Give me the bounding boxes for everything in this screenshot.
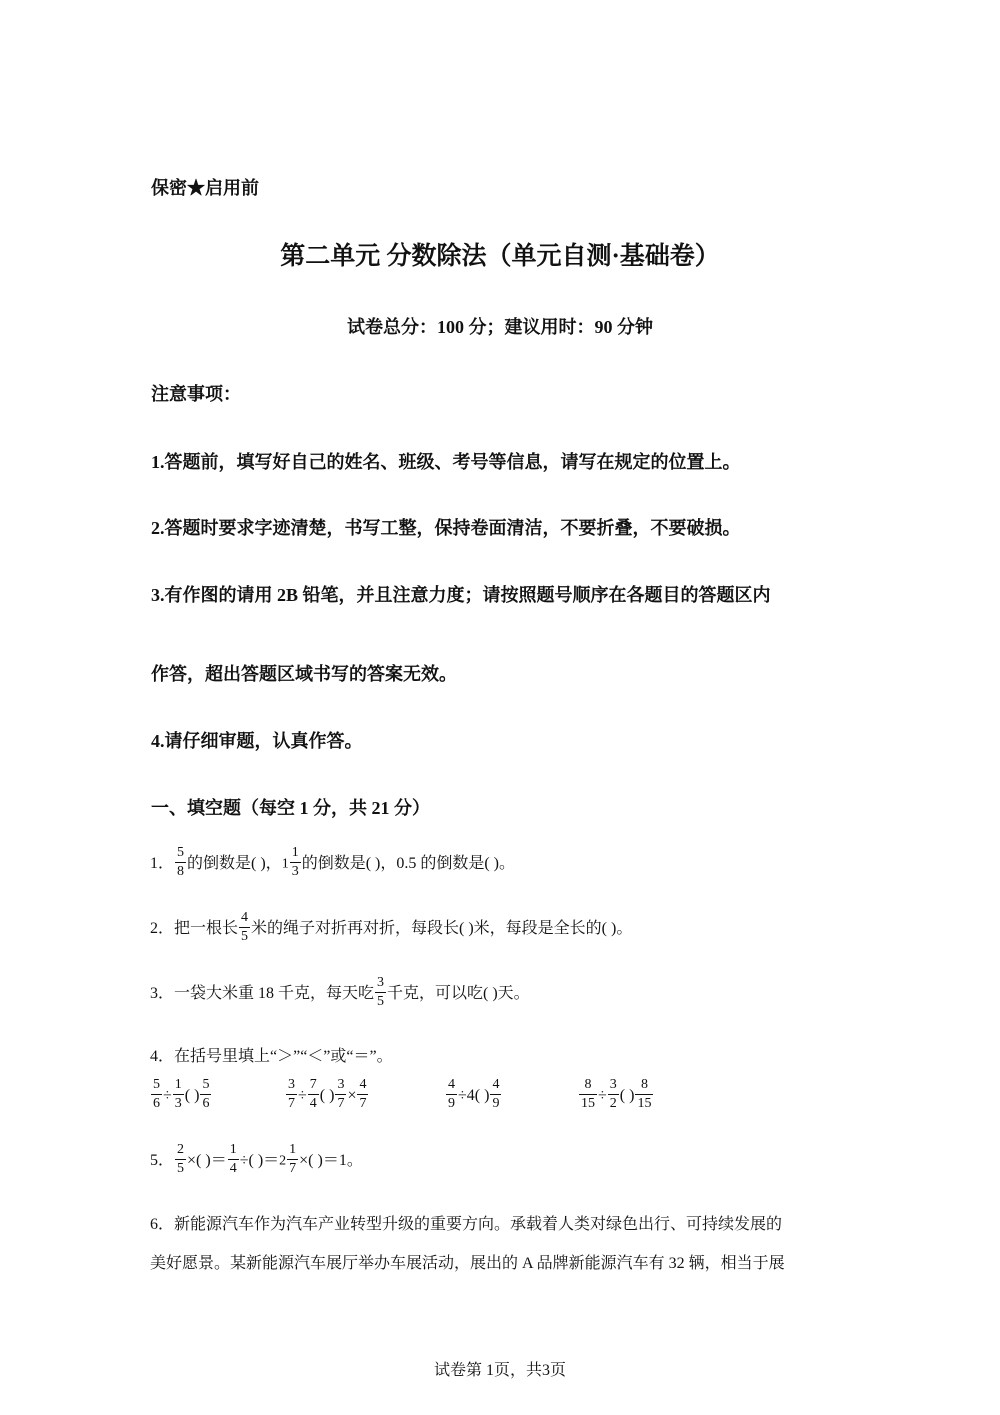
- note-item-2: 2.答题时要求字迹清楚，书写工整，保持卷面清洁，不要折叠，不要破损。: [151, 518, 741, 538]
- exam-info: 试卷总分：100 分；建议用时：90 分钟: [347, 317, 653, 337]
- question-6-line-1: 6．新能源汽车作为汽车产业转型升级的重要方向。承载着人类对绿色出行、可持续发展的: [150, 1216, 783, 1233]
- answer-blank[interactable]: ( ): [319, 1087, 335, 1105]
- compare-group-2: $\frac{3}{7}$ ÷ $\frac{7}{4}$ ( ) $\frac{3}{7}$ × $\frac{4}{7}$: [288, 1077, 367, 1111]
- fraction: $\frac{5}{8}$: [177, 845, 185, 879]
- fraction: $\frac{2}{5}$: [177, 1142, 185, 1176]
- whole-number: 2: [279, 1153, 287, 1169]
- note-item-3-continued: 作答，超出答题区域书写的答案无效。: [151, 664, 457, 684]
- question-2: [150, 910, 633, 946]
- fraction: $\frac{1}{3}$: [291, 845, 299, 879]
- question-6-line-2: 美好愿景。某新能源汽车展厅举办车展活动，展出的 A 品牌新能源汽车有 32 辆，相当于展: [150, 1255, 785, 1272]
- answer-blank[interactable]: ( ): [474, 1087, 490, 1105]
- notes-heading: 注意事项：: [151, 384, 241, 404]
- question-text: 的倒数是( )，: [187, 855, 282, 873]
- fraction: $\frac{4}{5}$: [241, 910, 249, 944]
- question-text: ×( )＝: [187, 1152, 227, 1170]
- question-text: ÷( )＝: [239, 1152, 280, 1170]
- fraction: $\frac{1}{7}$: [289, 1142, 297, 1176]
- question-text: 千克，可以吃( )天。: [387, 985, 530, 1003]
- note-item-1: 1.答题前，填写好自己的姓名、班级、考号等信息，请写在规定的位置上。: [151, 452, 741, 472]
- section-heading-fill-blank: 一、填空题（每空 1 分，共 21 分）: [151, 798, 430, 818]
- question-number: 5．: [150, 1152, 175, 1170]
- page-title: 第二单元 分数除法（单元自测·基础卷）: [280, 243, 720, 270]
- answer-blank[interactable]: ( ): [184, 1087, 200, 1105]
- question-5: [150, 1142, 363, 1178]
- compare-group-3: $\frac{4}{9}$ ÷4( ) $\frac{4}{9}$: [448, 1077, 500, 1111]
- question-text: ×( )＝1。: [299, 1152, 363, 1170]
- note-item-3: 3.有作图的请用 2B 铅笔，并且注意力度；请按照题号顺序在各题目的答题区内: [151, 585, 771, 605]
- question-text: 的倒数是( )，0.5 的倒数是( )。: [301, 855, 516, 873]
- note-item-4: 4.请仔细审题，认真作答。: [151, 731, 363, 751]
- whole-number: 1: [281, 856, 289, 872]
- answer-blank[interactable]: ( ): [619, 1087, 635, 1105]
- question-text: 2．把一根长: [150, 920, 239, 938]
- question-1: [150, 845, 516, 881]
- confidential-label: 保密★启用前: [151, 178, 259, 198]
- question-number: 1．: [150, 855, 175, 873]
- question-text: 米的绳子对折再对折，每段长( )米，每段是全长的( )。: [251, 920, 633, 938]
- question-3: [150, 975, 530, 1011]
- compare-group-4: $\frac{8}{15}$ ÷ $\frac{3}{2}$ ( ) $\frac{8}{15}$: [581, 1077, 652, 1111]
- fraction: $\frac{3}{5}$: [377, 975, 385, 1009]
- fraction: $\frac{1}{4}$: [229, 1142, 237, 1176]
- question-text: 3．一袋大米重 18 千克，每天吃: [150, 985, 375, 1003]
- page-footer: 试卷第 1页，共3页: [433, 1362, 566, 1379]
- question-4: 4．在括号里填上“＞”“＜”或“＝”。: [150, 1048, 393, 1065]
- compare-group-1: $\frac{5}{6}$ ÷ $\frac{1}{3}$ ( ) $\frac{5}{6}$: [153, 1077, 210, 1111]
